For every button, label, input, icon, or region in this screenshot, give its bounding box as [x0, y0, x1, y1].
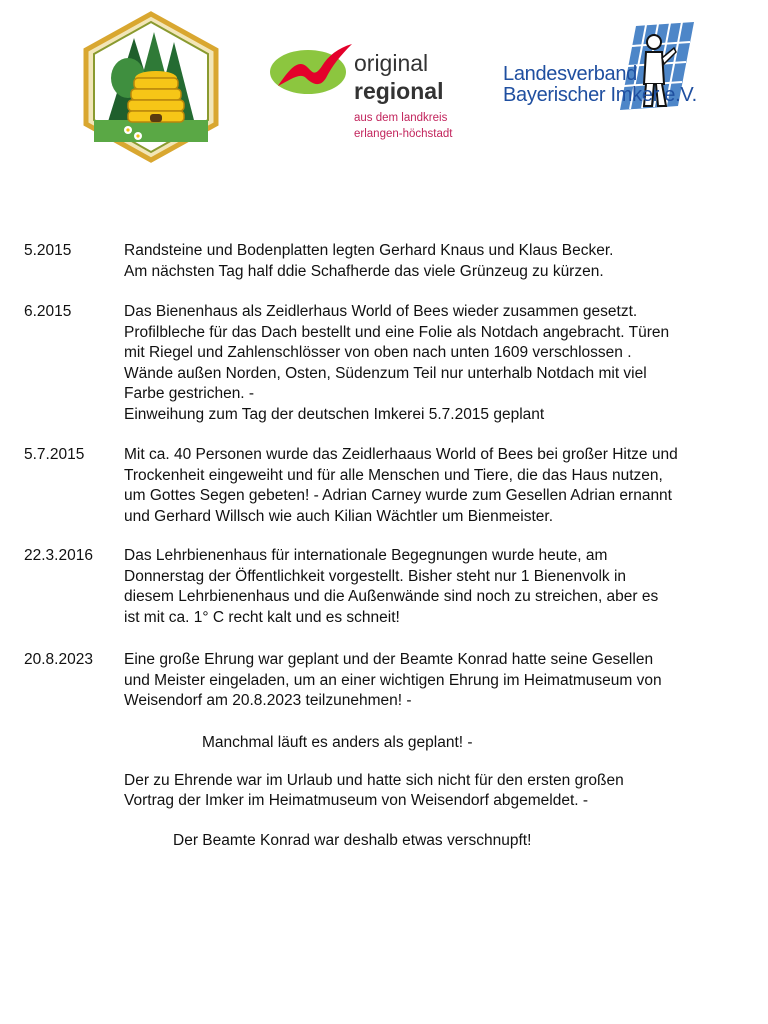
entry-line: mit Riegel und Zahlenschlösser von oben nach unten 1609 verschlossen .: [124, 344, 632, 361]
entry-date: 20.8.2023: [24, 651, 93, 668]
note-line: Der zu Ehrende war im Urlaub und hatte sich nicht für den ersten großen: [124, 772, 624, 789]
entry-line: und Gerhard Willsch wie auch Kilian Wächtler um Bienmeister.: [124, 507, 554, 525]
entry-line: Eine große Ehrung war geplant und der Beamte Konrad hatte seine Gesellen: [124, 651, 654, 668]
entry-line: diesem Lehrbienenhaus und die Außenwände sind noch zu streichen, aber es: [124, 588, 659, 605]
landkreis-line: aus dem landkreis: [354, 112, 448, 124]
entry-date: 5.2015: [24, 242, 72, 259]
beehive-hexagon-logo-icon: [76, 8, 226, 166]
entry-text: [124, 241, 613, 282]
logo-header: [0, 0, 768, 180]
erlangen-line: erlangen-höchstadt: [354, 128, 453, 140]
entry-line: Weisendorf am 20.8.2023 teilzunehmen! -: [124, 692, 412, 709]
entry-line: Randsteine und Bodenplatten legten Gerhard Knaus und Klaus Becker.: [124, 242, 614, 259]
entry-text: [124, 650, 662, 712]
entry-line: Einweihung zum Tag der deutschen Imkerei 5.7.2015 geplant: [124, 405, 545, 423]
note-line: Manchmal läuft es anders als geplant! -: [202, 734, 473, 751]
landesverband-logo: [498, 22, 718, 118]
entry-line: ist mit ca. 1° C recht kalt und es schneit!: [124, 608, 400, 626]
entry-line: Profilbleche für das Dach bestellt und eine Folie als Notdach angebracht. Türen: [124, 323, 670, 341]
entry-date: 6.2015: [24, 303, 72, 320]
entry-line: um Gottes Segen gebeten! - Adrian Carney wurde zum Gesellen Adrian ernannt: [124, 487, 672, 504]
entry-date: 5.7.2015: [24, 446, 85, 463]
note-line: Der Beamte Konrad war deshalb etwas verschnupft!: [173, 832, 532, 849]
entry-line: Donnerstag der Öffentlichkeit vorgestellt. Bisher steht nur 1 Bienenvolk in: [124, 567, 627, 585]
landesverband-line2: Bayerischer Imker e.V.: [503, 84, 697, 106]
entry-line: Das Lehrbienenhaus für internationale Begegnungen wurde heute, am: [124, 547, 608, 564]
original-regional-logo: [268, 28, 468, 148]
original-regional-swoosh-icon: [268, 38, 354, 108]
entry-text: [124, 302, 669, 425]
landesverband-line1: Landesverband: [503, 63, 637, 85]
entry-line: Am nächsten Tag half ddie Schafherde das viele Grünzeug zu kürzen.: [124, 262, 604, 280]
entry-line: Mit ca. 40 Personen wurde das Zeidlerhaaus World of Bees bei großer Hitze und: [124, 446, 678, 463]
entry-text: [124, 546, 658, 628]
note-line: Vortrag der Imker im Heimatmuseum von Weisendorf abgemeldet. -: [124, 792, 589, 809]
entry-line: Das Bienenhaus als Zeidlerhaus World of Bees wieder zusammen gesetzt.: [124, 303, 638, 320]
regional-word: regional: [354, 78, 444, 104]
entry-date: 22.3.2016: [24, 547, 93, 564]
entry-text: [124, 445, 678, 527]
entry-line: Farbe gestrichen. -: [124, 385, 255, 402]
original-word: original: [354, 50, 429, 76]
entry-line: Wände außen Norden, Osten, Südenzum Teil nur unterhalb Notdach mit viel: [124, 364, 647, 382]
entry-line: Trockenheit eingeweiht und für alle Menschen und Tiere, die das Haus nutzen,: [124, 466, 663, 484]
entry-line: und Meister eingeladen, um an einer wichtigen Ehrung im Heimatmuseum von: [124, 671, 662, 689]
